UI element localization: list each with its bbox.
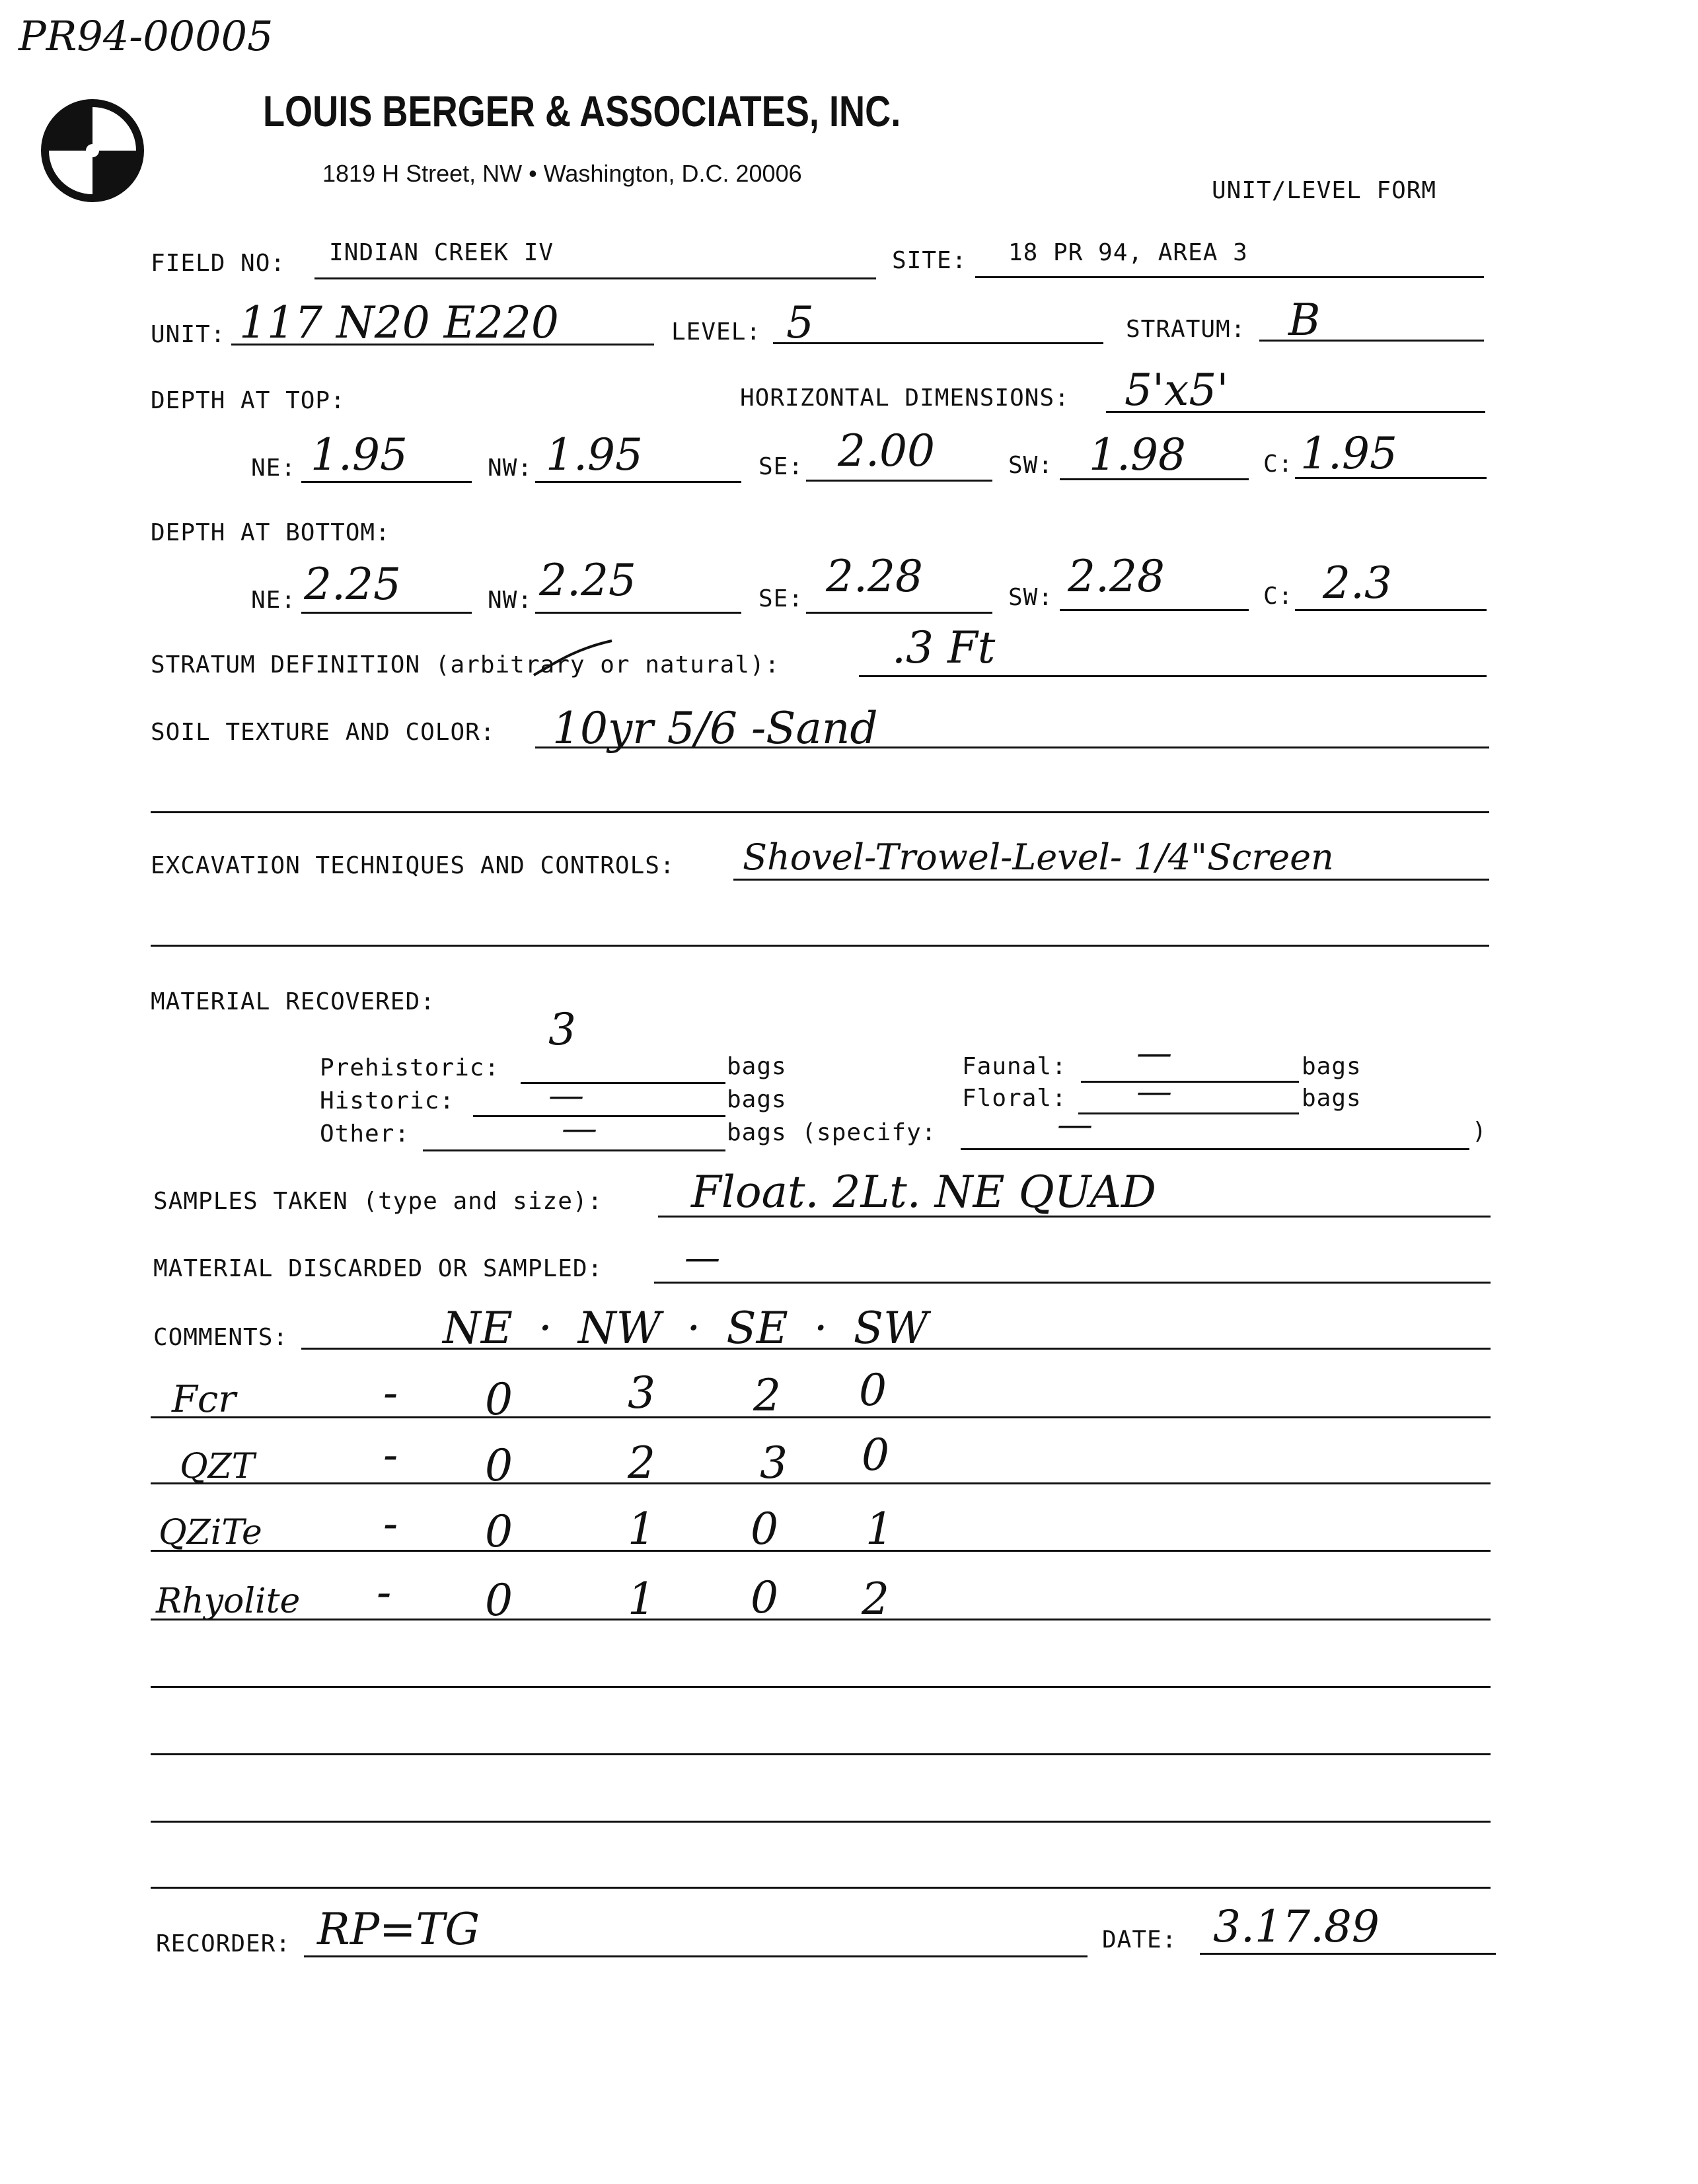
other-line (423, 1149, 725, 1151)
recorder-line (304, 1955, 1088, 1957)
comment-row-se: 2 (753, 1370, 781, 1421)
site-line (975, 276, 1484, 278)
comment-row-dash: - (383, 1430, 398, 1480)
depth-bottom-se-line (806, 612, 992, 614)
material-recovered-label: MATERIAL RECOVERED: (151, 988, 435, 1015)
comment-row-nw: 1 (628, 1574, 655, 1624)
comment-row-dash: - (383, 1498, 398, 1549)
comment-row-se: 0 (751, 1504, 778, 1554)
comment-row-sw: 0 (862, 1430, 889, 1480)
comment-row-dash: - (383, 1367, 398, 1418)
samples-taken-value: Float. 2Lt. NE QUAD (691, 1167, 1156, 1218)
comment-row-se: 3 (760, 1438, 788, 1488)
comment-row-nw: 3 (628, 1367, 655, 1418)
comment-row-line (151, 1550, 1491, 1552)
logo-circle-icon (40, 98, 145, 203)
specify-value: — (1057, 1103, 1093, 1145)
depth-bottom-se-value: 2.28 (826, 551, 923, 602)
depth-bottom-c-label: C: (1263, 583, 1294, 610)
field-no-line (314, 277, 876, 279)
field-no-value: INDIAN CREEK IV (329, 239, 554, 266)
depth-top-nw-line (535, 481, 741, 483)
depth-top-ne-label: NE: (251, 455, 297, 482)
prehistoric-bags: bags (727, 1053, 787, 1080)
arbitrary-strikethrough (530, 636, 616, 682)
depth-bottom-sw-line (1060, 609, 1249, 611)
depth-bottom-c-value: 2.3 (1323, 558, 1392, 608)
soil-texture-line (535, 746, 1489, 748)
site-label: SITE: (892, 247, 967, 274)
stratum-label: STRATUM: (1126, 316, 1246, 343)
depth-top-ne-value: 1.95 (311, 429, 408, 480)
faunal-bags: bags (1302, 1053, 1362, 1080)
comment-row-dash: - (377, 1567, 392, 1618)
comment-row-ne: 0 (485, 1374, 513, 1425)
comment-row-nw: 2 (628, 1438, 655, 1488)
material-discarded-label: MATERIAL DISCARDED OR SAMPLED: (153, 1255, 603, 1282)
depth-bottom-label: DEPTH AT BOTTOM: (151, 519, 390, 546)
field-no-label: FIELD NO: (151, 250, 286, 277)
samples-taken-line (658, 1216, 1491, 1218)
depth-top-se-value: 2.00 (838, 425, 935, 476)
document-id: PR94-00005 (18, 12, 274, 60)
excavation-label: EXCAVATION TECHNIQUES AND CONTROLS: (151, 852, 675, 879)
depth-bottom-nw-label: NW: (488, 587, 533, 614)
comment-row-line (151, 1619, 1491, 1620)
unit-label: UNIT: (151, 321, 226, 348)
historic-bags: bags (727, 1086, 787, 1113)
unit-line (231, 344, 654, 346)
company-name: LOUIS BERGER & ASSOCIATES, INC. (263, 87, 901, 135)
stratum-definition-label: STRATUM DEFINITION (arbitrary or natural): (151, 651, 780, 678)
material-discarded-value: — (684, 1237, 720, 1278)
depth-bottom-sw-label: SW: (1008, 584, 1054, 611)
comment-row-name: QZT (180, 1447, 255, 1486)
comment-row-sw: 1 (866, 1504, 893, 1554)
comment-row-name: Fcr (172, 1378, 236, 1421)
horizontal-dimensions-label: HORIZONTAL DIMENSIONS: (740, 384, 1070, 412)
depth-bottom-ne-value: 2.25 (304, 559, 401, 610)
comment-row-se: 0 (751, 1572, 778, 1623)
horizontal-dimensions-value: 5'x5' (1125, 365, 1229, 416)
recorder-value: RP=TG (317, 1904, 480, 1955)
historic-line (473, 1115, 725, 1117)
other-bags-specify: bags (specify: (727, 1119, 937, 1146)
prehistoric-value: 3 (548, 1004, 576, 1055)
depth-bottom-nw-line (535, 612, 741, 614)
company-logo (40, 98, 145, 203)
date-line (1200, 1953, 1496, 1955)
depth-bottom-sw-value: 2.28 (1068, 551, 1165, 602)
depth-top-sw-line (1060, 478, 1249, 480)
depth-top-nw-label: NW: (488, 455, 533, 482)
comments-line (301, 1348, 1491, 1350)
comment-row-nw: 1 (628, 1504, 655, 1554)
stratum-definition-value: .3 Ft (892, 622, 996, 673)
depth-top-nw-value: 1.95 (546, 429, 643, 480)
depth-top-sw-label: SW: (1008, 452, 1054, 479)
date-value: 3.17.89 (1213, 1901, 1380, 1952)
level-value: 5 (786, 297, 814, 348)
depth-bottom-ne-line (301, 612, 472, 614)
specify-line (961, 1148, 1469, 1150)
site-value: 18 PR 94, AREA 3 (1008, 239, 1248, 266)
date-label: DATE: (1102, 1926, 1177, 1953)
comment-row-ne: 0 (485, 1506, 513, 1557)
blank-comment-line (151, 1887, 1491, 1889)
depth-bottom-ne-label: NE: (251, 587, 297, 614)
floral-bags: bags (1302, 1085, 1362, 1112)
depth-top-c-label: C: (1263, 451, 1294, 478)
prehistoric-label: Prehistoric: (320, 1054, 500, 1081)
depth-top-label: DEPTH AT TOP: (151, 387, 346, 414)
depth-bottom-nw-value: 2.25 (539, 555, 636, 606)
other-value: — (562, 1107, 597, 1149)
comment-row-ne: 0 (485, 1575, 513, 1626)
material-discarded-line (654, 1282, 1491, 1284)
depth-top-ne-line (301, 481, 472, 483)
excavation-line-2 (151, 945, 1489, 947)
comments-header-value: NE · NW · SE · SW (443, 1303, 928, 1354)
stratum-definition-line (859, 675, 1487, 677)
historic-value: — (548, 1074, 584, 1116)
samples-taken-label: SAMPLES TAKEN (type and size): (153, 1188, 603, 1215)
form-title: UNIT/LEVEL FORM (1212, 177, 1437, 204)
comment-row-name: Rhyolite (156, 1582, 301, 1621)
depth-bottom-c-line (1295, 609, 1487, 611)
comment-row-sw: 2 (862, 1574, 889, 1624)
depth-top-c-value: 1.95 (1300, 428, 1397, 479)
level-line (773, 342, 1103, 344)
comment-row-line (151, 1416, 1491, 1418)
unit-value: 117 N20 E220 (239, 297, 559, 348)
excavation-value: Shovel-Trowel-Level- 1/4"Screen (743, 836, 1334, 878)
comment-row-line (151, 1482, 1491, 1484)
depth-top-se-line (806, 480, 992, 482)
stratum-line (1259, 340, 1484, 342)
floral-value: — (1136, 1070, 1172, 1112)
historic-label: Historic: (320, 1087, 455, 1114)
faunal-line (1081, 1081, 1299, 1083)
blank-comment-line (151, 1686, 1491, 1688)
soil-texture-label: SOIL TEXTURE AND COLOR: (151, 719, 496, 746)
depth-top-sw-value: 1.98 (1089, 429, 1186, 480)
company-address: 1819 H Street, NW • Washington, D.C. 20006 (322, 160, 802, 187)
floral-line (1078, 1112, 1299, 1114)
soil-texture-value: 10yr 5/6 -Sand (552, 703, 878, 754)
depth-top-se-label: SE: (758, 453, 804, 480)
excavation-line (733, 879, 1489, 881)
recorder-label: RECORDER: (156, 1930, 291, 1957)
blank-comment-line (151, 1821, 1491, 1823)
stratum-value: B (1288, 295, 1321, 346)
faunal-label: Faunal: (962, 1053, 1067, 1080)
blank-comment-line (151, 1753, 1491, 1755)
depth-bottom-se-label: SE: (758, 585, 804, 612)
floral-label: Floral: (962, 1085, 1067, 1112)
comment-row-sw: 0 (859, 1365, 887, 1416)
faunal-value: — (1136, 1032, 1172, 1074)
comment-row-ne: 0 (485, 1440, 513, 1491)
specify-close-paren: ) (1472, 1118, 1487, 1145)
comment-row-name: QZiTe (159, 1513, 262, 1552)
level-label: LEVEL: (671, 318, 762, 346)
comments-label: COMMENTS: (153, 1324, 289, 1351)
horizontal-dimensions-line (1106, 411, 1485, 413)
soil-texture-line-2 (151, 811, 1489, 813)
depth-top-c-line (1295, 477, 1487, 479)
other-label: Other: (320, 1120, 410, 1147)
